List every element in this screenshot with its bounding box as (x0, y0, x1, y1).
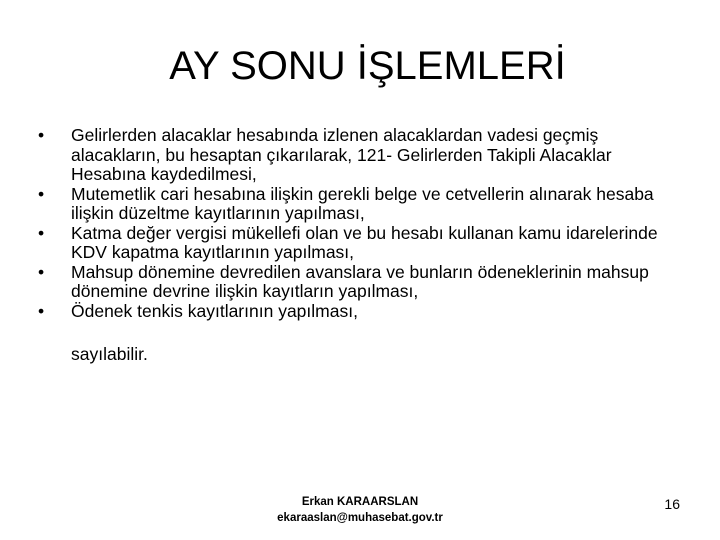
bullet-text: Mutemetlik cari hesabına ilişkin gerekli belge ve cetvellerin alınarak hesaba ilişkin düzeltme kayıtlarının yapılması, (71, 183, 654, 223)
bullet-text: Ödenek tenkis kayıtlarının yapılması, (71, 300, 358, 321)
bullet-marker: • (38, 261, 45, 282)
list-item (38, 302, 678, 322)
footer-email: ekaraaslan@muhasebat.gov.tr (277, 512, 443, 524)
page-number: 16 (664, 496, 680, 512)
footer (240, 494, 480, 526)
list-item (38, 126, 678, 185)
bullet-marker: • (38, 125, 45, 145)
slide-title: AY SONU İŞLEMLERİ (169, 44, 566, 88)
list-item (38, 224, 678, 263)
bullet-text: Mahsup dönemine devredilen avanslara ve bunların ödeneklerinin mahsup dönemine devrine ilişkin kayıtların yapılması, (71, 261, 649, 301)
list-item (38, 185, 678, 224)
bullet-text: Katma değer vergisi mükellefi olan ve bu hesabı kullanan kamu idarelerinde KDV kapatma kayıtlarının yapılması, (71, 222, 658, 262)
list-item (38, 263, 678, 302)
bullet-marker: • (38, 222, 45, 243)
closing-text: sayılabilir. (71, 344, 148, 364)
bullet-text: Gelirlerden alacaklar hesabında izlenen alacaklardan vadesi geçmiş alacakların, bu hesaptan çıkarılarak, 121- Gelirlerden Takipli Alacaklar Hesabına kaydedilmesi, (71, 125, 612, 184)
bullet-marker: • (38, 183, 45, 204)
bullet-list (38, 126, 678, 321)
bullet-marker: • (38, 300, 45, 321)
footer-author: Erkan KARAARSLAN (301, 496, 419, 508)
